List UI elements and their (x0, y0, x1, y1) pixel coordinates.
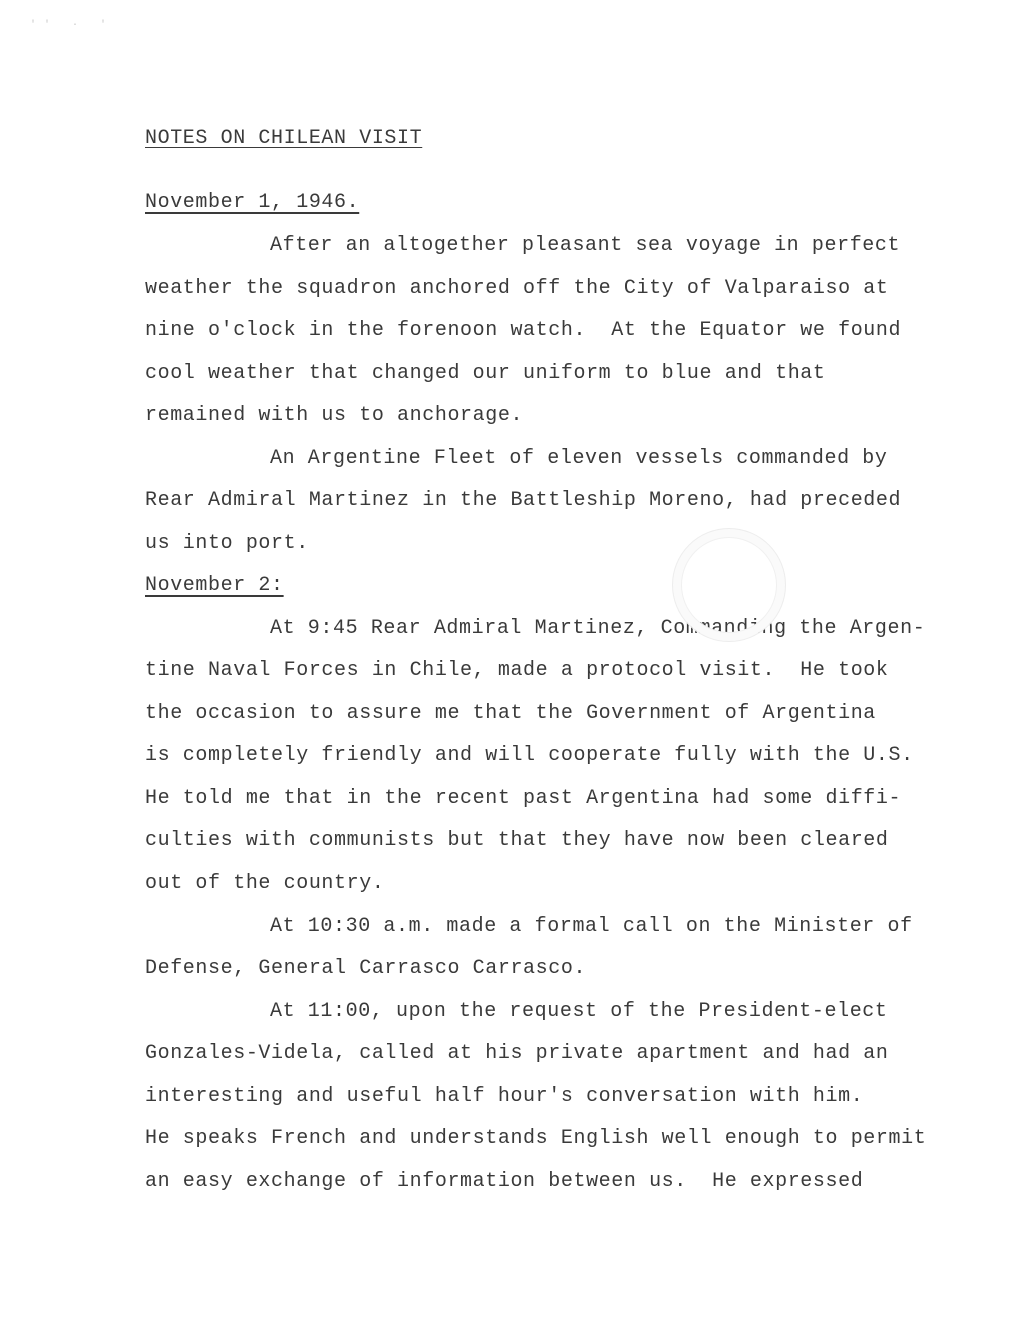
text-line: nine o'clock in the forenoon watch. At the Equator we found (145, 319, 902, 342)
text-line: Rear Admiral Martinez in the Battleship Moreno, had preceded (145, 489, 902, 512)
text-line: He told me that in the recent past Argentina had some diffi- (145, 787, 902, 810)
text-line: He speaks French and understands English well enough to permit (145, 1127, 927, 1150)
text-line: is completely friendly and will cooperate fully with the U.S. (145, 744, 914, 767)
text-line: the occasion to assure me that the Government of Argentina (145, 702, 876, 725)
text-line: Defense, General Carrasco Carrasco. (145, 957, 587, 980)
text-line: an easy exchange of information between us. He expressed (145, 1170, 864, 1193)
text-line: After an altogether pleasant sea voyage in perfect (270, 234, 901, 257)
text-line: remained with us to anchorage. (145, 404, 524, 427)
text-line: tine Naval Forces in Chile, made a protocol visit. He took (145, 659, 889, 682)
paper-specks: '' · ' (30, 20, 115, 31)
text-line: out of the country. (145, 872, 385, 895)
archive-stamp-icon (672, 528, 786, 642)
text-line: Gonzales-Videla, called at his private apartment and had an (145, 1042, 889, 1065)
document-title: NOTES ON CHILEAN VISIT (145, 127, 423, 150)
text-line: cool weather that changed our uniform to blue and that (145, 362, 826, 385)
text-line: At 10:30 a.m. made a formal call on the Minister of (270, 915, 913, 938)
date-heading-nov-1: November 1, 1946. (145, 191, 360, 214)
text-line: At 11:00, upon the request of the President-elect (270, 1000, 888, 1023)
text-line: An Argentine Fleet of eleven vessels commanded by (270, 447, 888, 470)
text-line: weather the squadron anchored off the City of Valparaiso at (145, 277, 889, 300)
text-line: At 9:45 Rear Admiral Martinez, Commanding the Argen- (270, 617, 926, 640)
text-line: interesting and useful half hour's conversation with him. (145, 1085, 864, 1108)
text-line: culties with communists but that they have now been cleared (145, 829, 889, 852)
date-heading-nov-2: November 2: (145, 574, 284, 597)
text-line: us into port. (145, 532, 309, 555)
